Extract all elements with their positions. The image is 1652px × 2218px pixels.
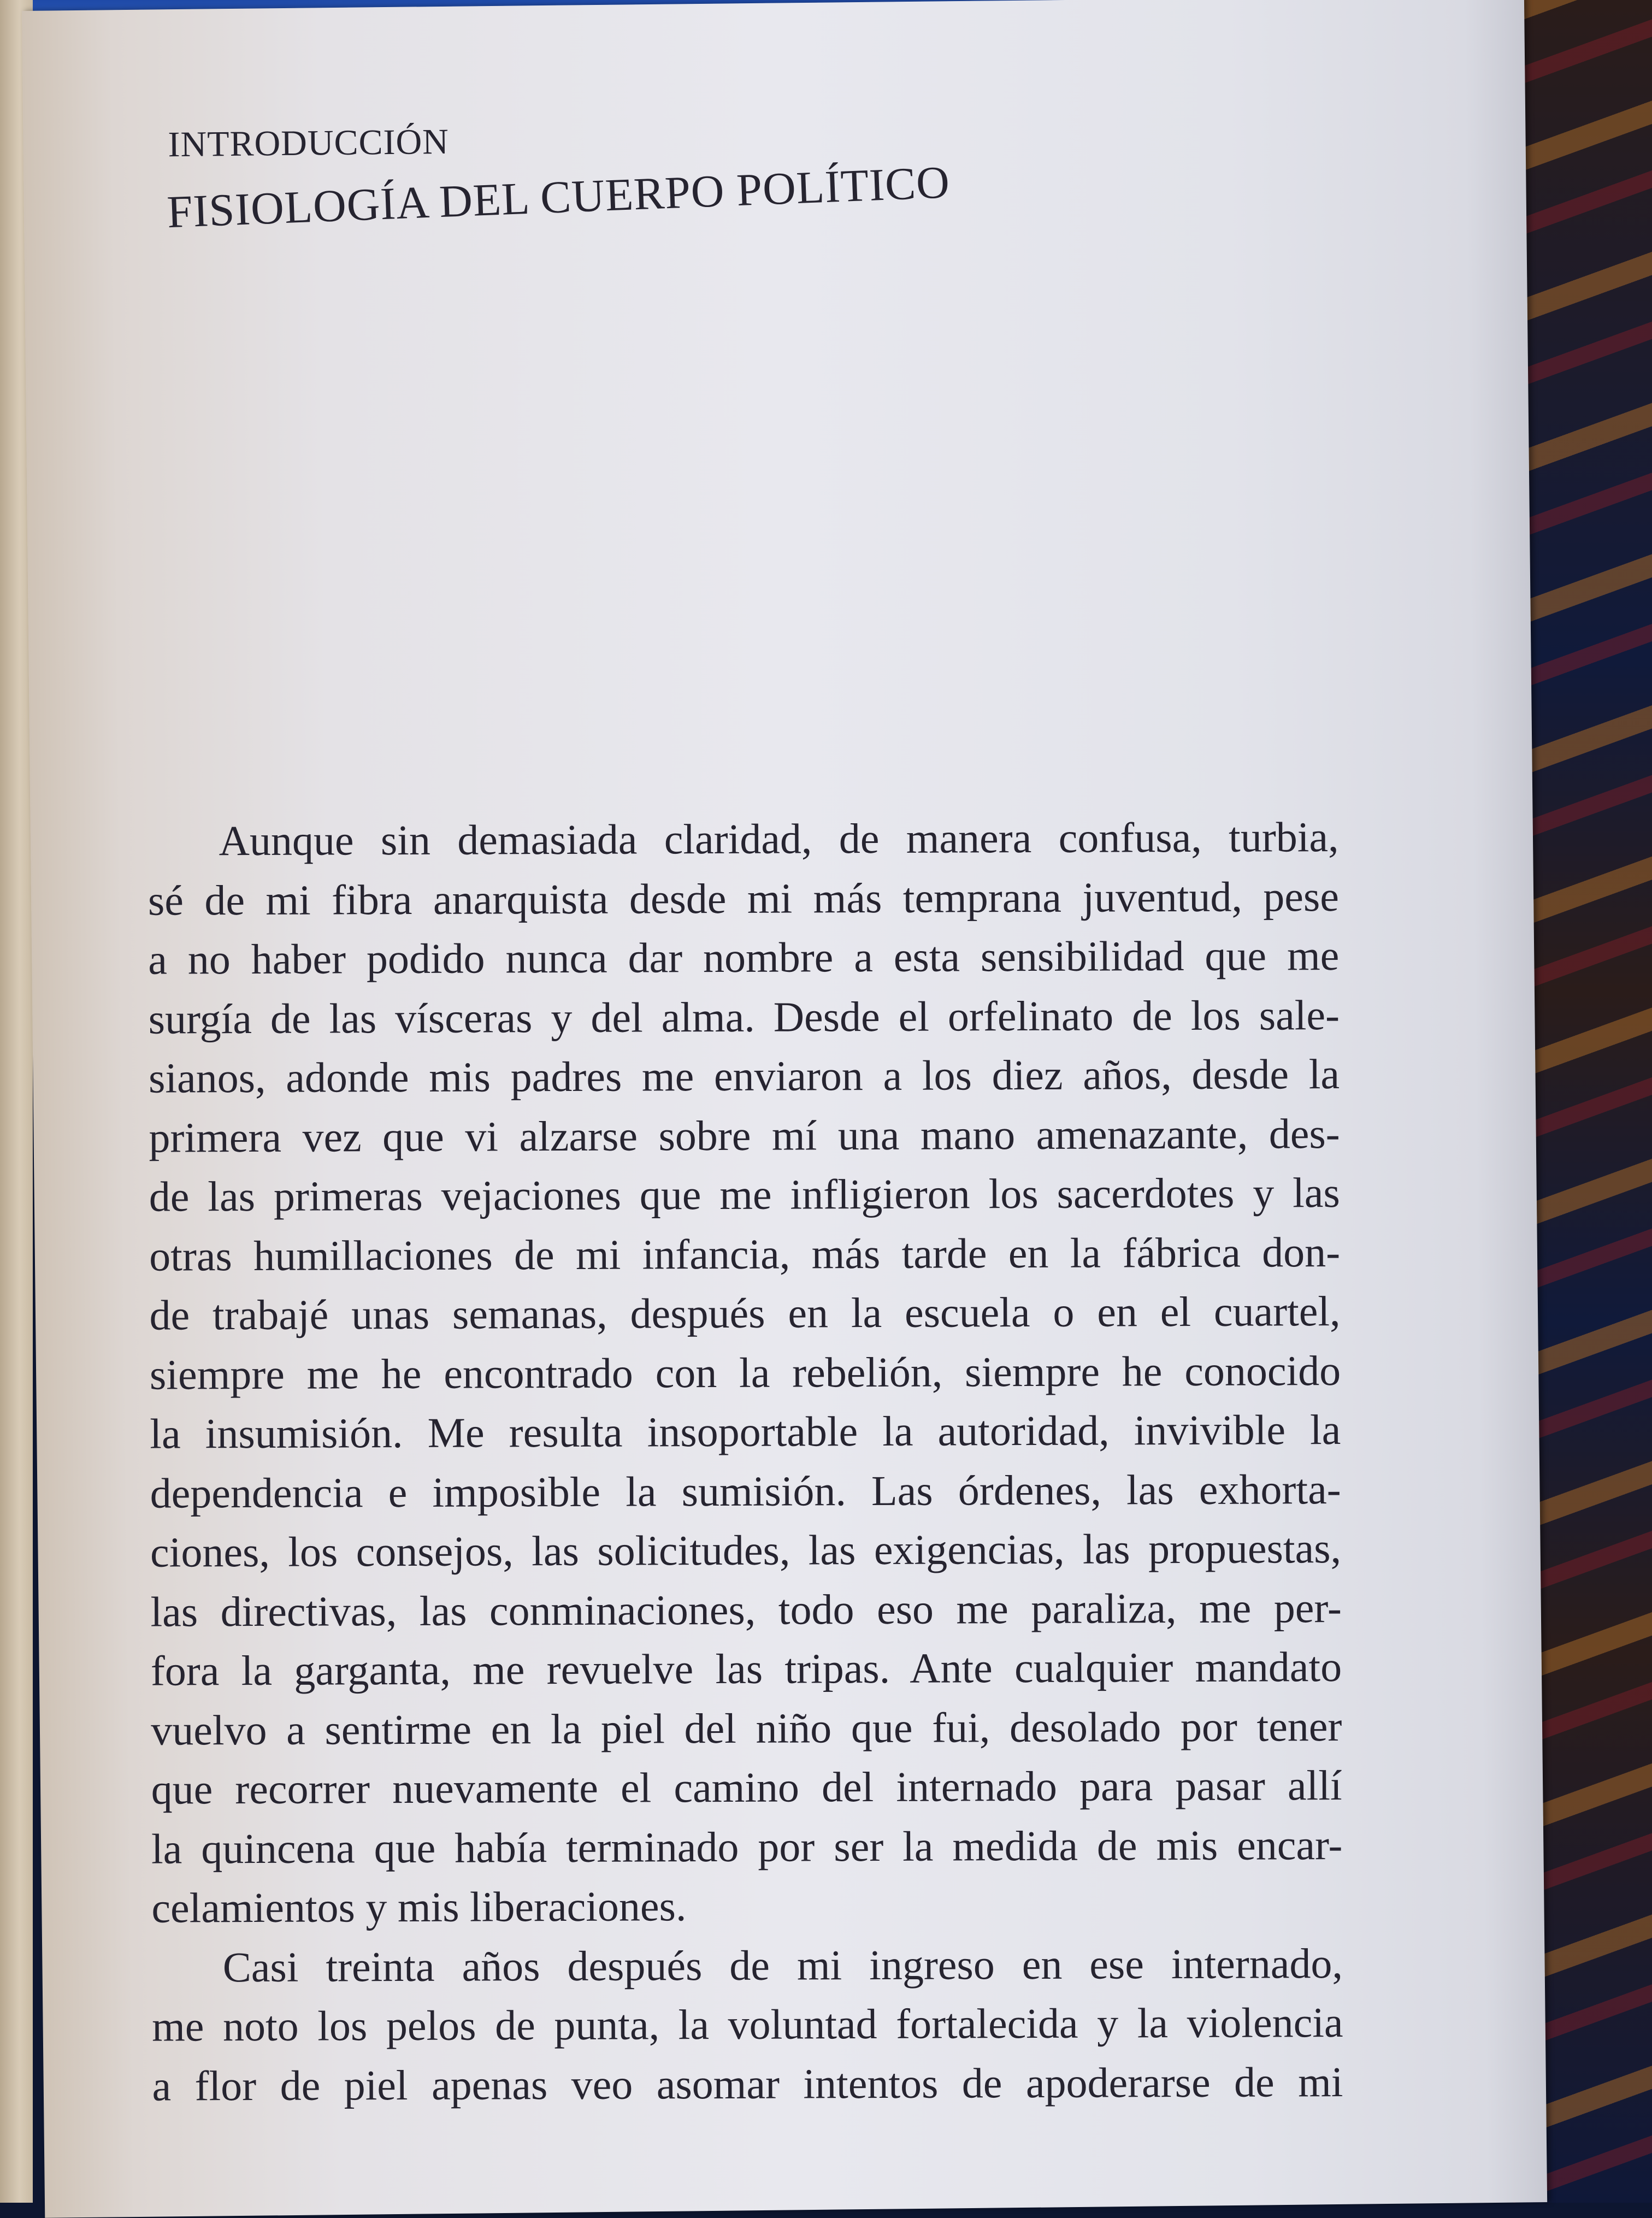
- text-line: que recorrer nuevamente el camino del internado para pasar allí: [151, 1761, 1342, 1813]
- text-line: primera vez que vi alzarse sobre mí una mano amenazante, des-: [149, 1109, 1340, 1161]
- text-line: a no haber podido nunca dar nombre a esta sensibilidad que me: [148, 931, 1340, 983]
- text-line: sé de mi fibra anarquista desde mi más temprana juventud, pese: [148, 872, 1340, 924]
- text-line: la insumisión. Me resulta insoportable la autoridad, invivible la: [150, 1406, 1341, 1458]
- text-line: dependencia e imposible la sumisión. Las órdenes, las exhorta-: [150, 1465, 1341, 1517]
- text-line: otras humillaciones de mi infancia, más tarde en la fábrica don-: [149, 1228, 1341, 1280]
- text-line: de las primeras vejaciones que me infligieron los sacerdotes y las: [149, 1169, 1340, 1220]
- text-line: Casi treinta años después de mi ingreso en ese internado,: [222, 1939, 1343, 1991]
- text-line: las directivas, las conminaciones, todo eso me paraliza, me per-: [150, 1583, 1342, 1636]
- text-line: surgía de las vísceras y del alma. Desde el orfelinato de los sale-: [148, 990, 1340, 1043]
- body-text: [148, 807, 1343, 2116]
- text-line: a flor de piel apenas veo asomar intentos de apoderarse de mi: [152, 2057, 1343, 2110]
- paragraph-1: [148, 807, 1342, 1938]
- text-line: sianos, adonde mis padres me enviaron a los diez años, desde la: [148, 1050, 1340, 1102]
- text-line: me noto los pelos de punta, la voluntad fortalecida y la violencia: [151, 1998, 1343, 2050]
- text-line: siempre me he encontrado con la rebelión, siempre he conocido: [149, 1346, 1341, 1399]
- page-content: [22, 0, 1547, 2214]
- text-line: celamientos y mis liberaciones.: [151, 1882, 687, 1932]
- paragraph-2: [152, 1934, 1343, 2116]
- text-line: de trabajé unas semanas, después en la escuela o en el cuartel,: [149, 1287, 1341, 1339]
- text-line: fora la garganta, me revuelve las tripas. Ante cualquier mandato: [150, 1643, 1342, 1695]
- text-line: la quincena que había terminado por ser la medida de mis encar-: [151, 1820, 1343, 1873]
- text-line: ciones, los consejos, las solicitudes, las exigencias, las propuestas,: [150, 1524, 1342, 1576]
- section-label: INTRODUCCIÓN: [168, 121, 450, 165]
- book-page: [22, 0, 1547, 2218]
- text-line: vuelvo a sentirme en la piel del niño que fui, desolado por tener: [151, 1702, 1342, 1754]
- text-line: Aunque sin demasiada claridad, de manera confusa, turbia,: [219, 813, 1339, 865]
- chapter-title: FISIOLOGÍA DEL CUERPO POLÍTICO: [166, 157, 951, 238]
